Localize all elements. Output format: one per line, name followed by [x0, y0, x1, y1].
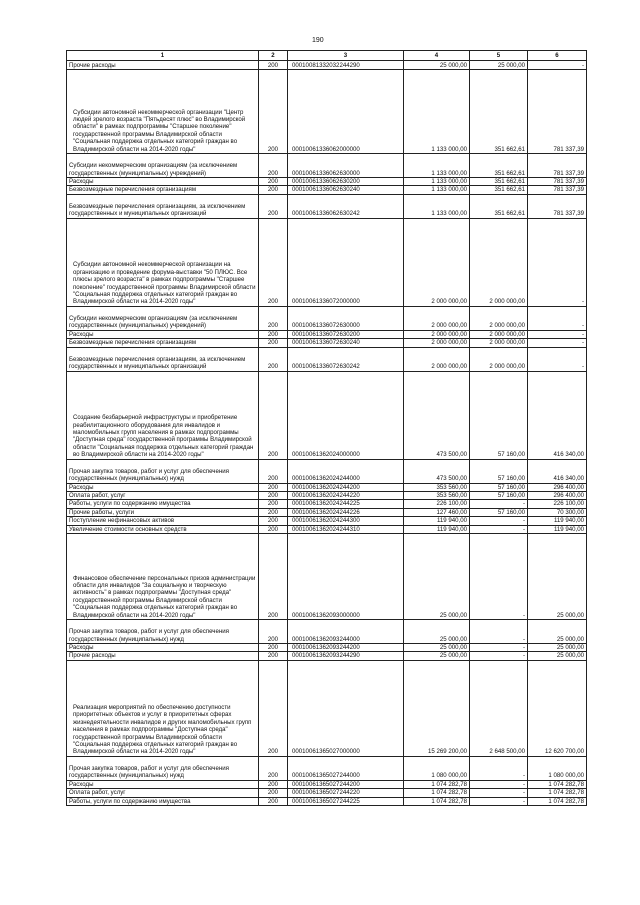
row-line-code-cell: 200 — [259, 186, 288, 194]
table-row — [67, 347, 587, 371]
row-approved-cell: 473 500,00 — [404, 459, 470, 483]
row-name-cell: Субсидии автономной некоммерческой организации на организацию и проведение форума-выставки "50 ПЛЮС. Все плюсы зрелого возраста" в рамках подпрограммы "Старшее поколение" государственной программы Владимирской области "Социальная поддержка отдельных категорий граждан во Владимирской области на 2014-2020 годы" — [67, 218, 259, 306]
row-remaining-cell: 25 000,00 — [528, 534, 587, 620]
row-name-cell: Расходы — [67, 644, 259, 652]
table-row — [67, 483, 587, 491]
row-approved-cell: 353 560,00 — [404, 483, 470, 491]
table-row — [67, 154, 587, 178]
row-line-code-cell: 200 — [259, 194, 288, 218]
table-row — [67, 517, 587, 525]
row-remaining-cell: 296 400,00 — [528, 483, 587, 491]
row-remaining-cell: 119 940,00 — [528, 517, 587, 525]
row-remaining-cell: - — [528, 330, 587, 338]
table-row — [67, 178, 587, 186]
table-row — [67, 620, 587, 644]
row-executed-cell: 351 662,61 — [470, 178, 528, 186]
row-budget-code-cell: 00010061336072630240 — [288, 339, 404, 347]
budget-table — [66, 50, 587, 806]
row-budget-code-cell: 00010081332032244290 — [288, 61, 404, 70]
row-remaining-cell: 781 337,39 — [528, 186, 587, 194]
row-executed-cell: 2 000 000,00 — [470, 330, 528, 338]
row-executed-cell: 57 160,00 — [470, 459, 528, 483]
row-approved-cell: 1 074 282,78 — [404, 780, 470, 788]
row-executed-cell: 2 000 000,00 — [470, 339, 528, 347]
row-executed-cell: 2 000 000,00 — [470, 306, 528, 330]
row-remaining-cell: - — [528, 306, 587, 330]
table-row — [67, 330, 587, 338]
row-remaining-cell: 781 337,39 — [528, 70, 587, 154]
row-executed-cell: - — [470, 780, 528, 788]
row-name-cell: Финансовое обеспечение персональных призов администрации области для инвалидов "За социальную и творческую активность" в рамках подпрограммы "Доступная среда" государственной программы Владимирской области "Социальная поддержка отдельных категорий граждан во Владимирской области на 2014-2020 годы" — [67, 534, 259, 620]
table-row — [67, 339, 587, 347]
row-name-cell: Расходы — [67, 483, 259, 491]
row-approved-cell: 1 133 000,00 — [404, 178, 470, 186]
row-executed-cell: 351 662,61 — [470, 70, 528, 154]
row-remaining-cell: 781 337,39 — [528, 154, 587, 178]
table-row — [67, 306, 587, 330]
row-name-cell: Расходы — [67, 330, 259, 338]
table-row — [67, 780, 587, 788]
row-approved-cell: 25 000,00 — [404, 644, 470, 652]
row-remaining-cell: 781 337,39 — [528, 194, 587, 218]
table-row — [67, 459, 587, 483]
row-budget-code-cell: 00010061362024244300 — [288, 517, 404, 525]
row-approved-cell: 473 500,00 — [404, 371, 470, 459]
row-budget-code-cell: 00010061336062630000 — [288, 154, 404, 178]
row-line-code-cell: 200 — [259, 178, 288, 186]
row-executed-cell: - — [470, 652, 528, 660]
row-executed-cell: - — [470, 620, 528, 644]
row-remaining-cell: 1 074 282,78 — [528, 780, 587, 788]
table-row — [67, 194, 587, 218]
row-line-code-cell: 200 — [259, 517, 288, 525]
row-name-cell: Безвозмездные перечисления организациям, за исключением государственных и муниципальных организаций — [67, 347, 259, 371]
row-executed-cell: 57 160,00 — [470, 483, 528, 491]
row-name-cell: Безвозмездные перечисления организациям, за исключением государственных и муниципальных организаций — [67, 194, 259, 218]
table-body — [67, 61, 587, 806]
row-remaining-cell: - — [528, 339, 587, 347]
table-row — [67, 789, 587, 797]
row-remaining-cell: 70 300,00 — [528, 508, 587, 516]
row-executed-cell: - — [470, 534, 528, 620]
row-budget-code-cell: 00010061336072630200 — [288, 330, 404, 338]
row-remaining-cell: 119 940,00 — [528, 525, 587, 533]
row-approved-cell: 1 080 000,00 — [404, 756, 470, 780]
row-approved-cell: 127 460,00 — [404, 508, 470, 516]
row-line-code-cell: 200 — [259, 459, 288, 483]
row-name-cell: Расходы — [67, 178, 259, 186]
row-budget-code-cell: 00010061336062630200 — [288, 178, 404, 186]
row-name-cell: Безвозмездные перечисления организациям — [67, 186, 259, 194]
table-row — [67, 371, 587, 459]
row-line-code-cell: 200 — [259, 347, 288, 371]
table-row — [67, 756, 587, 780]
row-name-cell: Увеличение стоимости основных средств — [67, 525, 259, 533]
row-approved-cell: 1 133 000,00 — [404, 186, 470, 194]
row-name-cell: Создание безбарьерной инфраструктуры и приобретение реабилитационного оборудования для инвалидов и маломобильных групп населения в рамках подпрограммы "Доступная среда" государственной программы Владимирской области "Социальная поддержка отдельных категорий граждан во Владимирской области на 2014-2020 годы" — [67, 371, 259, 459]
header-cell: 4 — [404, 51, 470, 61]
row-remaining-cell: 226 100,00 — [528, 500, 587, 508]
row-executed-cell: - — [470, 797, 528, 805]
row-budget-code-cell: 00010061336072630000 — [288, 306, 404, 330]
row-line-code-cell: 200 — [259, 339, 288, 347]
row-approved-cell: 2 000 000,00 — [404, 330, 470, 338]
row-approved-cell: 226 100,00 — [404, 500, 470, 508]
row-name-cell: Субсидии некоммерческим организациям (за исключением государственных (муниципальных) учреждений) — [67, 154, 259, 178]
row-budget-code-cell: 00010061365027244225 — [288, 797, 404, 805]
row-budget-code-cell: 00010061365027000000 — [288, 660, 404, 756]
table-row — [67, 500, 587, 508]
row-name-cell: Поступление нефинансовых активов — [67, 517, 259, 525]
row-executed-cell: - — [470, 525, 528, 533]
row-name-cell: Безвозмездные перечисления организациям — [67, 339, 259, 347]
row-budget-code-cell: 00010061362024244220 — [288, 492, 404, 500]
row-executed-cell: - — [470, 500, 528, 508]
row-approved-cell: 25 000,00 — [404, 652, 470, 660]
row-name-cell: Прочая закупка товаров, работ и услуг для обеспечения государственных (муниципальных) нужд — [67, 620, 259, 644]
row-line-code-cell: 200 — [259, 70, 288, 154]
row-name-cell: Прочие расходы — [67, 61, 259, 70]
table-row — [67, 218, 587, 306]
row-approved-cell: 119 940,00 — [404, 525, 470, 533]
row-approved-cell: 2 000 000,00 — [404, 218, 470, 306]
row-budget-code-cell: 00010061362024244226 — [288, 508, 404, 516]
row-name-cell: Субсидии автономной некоммерческой организации "Центр людей зрелого возраста "Пятьдесят плюс" во Владимирской области" в рамках подпрограммы "Старшее поколение" государственной программы Владимирской области "Социальная поддержка отдельных категорий граждан во Владимирской области на 2014-2020 годы" — [67, 70, 259, 154]
row-line-code-cell: 200 — [259, 652, 288, 660]
row-line-code-cell: 200 — [259, 780, 288, 788]
page-number: 190 — [312, 37, 324, 44]
row-executed-cell: 2 000 000,00 — [470, 347, 528, 371]
row-approved-cell: 15 269 200,00 — [404, 660, 470, 756]
row-name-cell: Работы, услуги по содержанию имущества — [67, 797, 259, 805]
row-executed-cell: 25 000,00 — [470, 61, 528, 70]
row-name-cell: Субсидии некоммерческим организациям (за исключением государственных (муниципальных) учреждений) — [67, 306, 259, 330]
row-budget-code-cell: 00010061336062630240 — [288, 186, 404, 194]
row-name-cell: Расходы — [67, 780, 259, 788]
table-row — [67, 492, 587, 500]
row-approved-cell: 2 000 000,00 — [404, 339, 470, 347]
row-remaining-cell: 12 620 700,00 — [528, 660, 587, 756]
row-budget-code-cell: 00010061362093000000 — [288, 534, 404, 620]
header-cell: 1 — [67, 51, 259, 61]
row-line-code-cell: 200 — [259, 218, 288, 306]
row-line-code-cell: 200 — [259, 500, 288, 508]
row-approved-cell: 1 133 000,00 — [404, 154, 470, 178]
row-approved-cell: 1 133 000,00 — [404, 194, 470, 218]
table-row — [67, 644, 587, 652]
row-name-cell: Прочие расходы — [67, 652, 259, 660]
table-row — [67, 797, 587, 805]
row-line-code-cell: 200 — [259, 154, 288, 178]
row-line-code-cell: 200 — [259, 483, 288, 491]
row-budget-code-cell: 00010061362024244200 — [288, 483, 404, 491]
row-line-code-cell: 200 — [259, 371, 288, 459]
header-row — [67, 51, 587, 61]
header-cell: 3 — [288, 51, 404, 61]
row-budget-code-cell: 00010061365027244000 — [288, 756, 404, 780]
row-name-cell: Прочая закупка товаров, работ и услуг для обеспечения государственных (муниципальных) нужд — [67, 756, 259, 780]
row-remaining-cell: 416 340,00 — [528, 371, 587, 459]
header-cell: 6 — [528, 51, 587, 61]
table-row — [67, 186, 587, 194]
header-cell: 5 — [470, 51, 528, 61]
row-budget-code-cell: 00010061365027244220 — [288, 789, 404, 797]
table-row — [67, 508, 587, 516]
row-executed-cell: - — [470, 644, 528, 652]
row-budget-code-cell: 00010061336062630242 — [288, 194, 404, 218]
row-budget-code-cell: 00010061362093244200 — [288, 644, 404, 652]
row-remaining-cell: 1 080 000,00 — [528, 756, 587, 780]
row-line-code-cell: 200 — [259, 756, 288, 780]
row-budget-code-cell: 00010061362093244290 — [288, 652, 404, 660]
table-row — [67, 534, 587, 620]
table-row — [67, 70, 587, 154]
row-budget-code-cell: 00010061336072630242 — [288, 347, 404, 371]
row-approved-cell: 1 133 000,00 — [404, 70, 470, 154]
row-remaining-cell: 416 340,00 — [528, 459, 587, 483]
row-remaining-cell: - — [528, 61, 587, 70]
table-row — [67, 652, 587, 660]
row-budget-code-cell: 00010061365027244200 — [288, 780, 404, 788]
row-remaining-cell: 296 400,00 — [528, 492, 587, 500]
row-executed-cell: 351 662,61 — [470, 194, 528, 218]
row-executed-cell: 351 662,61 — [470, 154, 528, 178]
row-line-code-cell: 200 — [259, 534, 288, 620]
row-remaining-cell: 25 000,00 — [528, 620, 587, 644]
row-executed-cell: - — [470, 789, 528, 797]
row-name-cell: Реализация мероприятий по обеспечению доступности приоритетных объектов и услуг в приоритетных сферах жизнедеятельности инвалидов и других маломобильных групп населения в рамках подпрограммы "Доступная среда" государственной программы Владимирской области "Социальная поддержка отдельных категорий граждан во Владимирской области на 2014-2020 годы" — [67, 660, 259, 756]
row-executed-cell: 2 000 000,00 — [470, 218, 528, 306]
row-approved-cell: 25 000,00 — [404, 620, 470, 644]
row-approved-cell: 2 000 000,00 — [404, 347, 470, 371]
row-budget-code-cell: 00010061336062000000 — [288, 70, 404, 154]
row-executed-cell: 57 160,00 — [470, 371, 528, 459]
table-row — [67, 525, 587, 533]
row-remaining-cell: 1 074 282,78 — [528, 797, 587, 805]
row-approved-cell: 25 000,00 — [404, 61, 470, 70]
row-budget-code-cell: 00010061362093244000 — [288, 620, 404, 644]
row-approved-cell: 119 940,00 — [404, 517, 470, 525]
row-budget-code-cell: 00010061362024244225 — [288, 500, 404, 508]
row-line-code-cell: 200 — [259, 306, 288, 330]
row-line-code-cell: 200 — [259, 789, 288, 797]
row-remaining-cell: - — [528, 347, 587, 371]
row-line-code-cell: 200 — [259, 330, 288, 338]
row-line-code-cell: 200 — [259, 61, 288, 70]
row-executed-cell: 351 662,61 — [470, 186, 528, 194]
row-name-cell: Прочие работы, услуги — [67, 508, 259, 516]
row-budget-code-cell: 00010061362024244000 — [288, 459, 404, 483]
header-cell: 2 — [259, 51, 288, 61]
row-line-code-cell: 200 — [259, 492, 288, 500]
row-approved-cell: 25 000,00 — [404, 534, 470, 620]
row-executed-cell: - — [470, 517, 528, 525]
row-budget-code-cell: 00010061362024000000 — [288, 371, 404, 459]
row-remaining-cell: 781 337,39 — [528, 178, 587, 186]
row-approved-cell: 1 074 282,78 — [404, 797, 470, 805]
row-name-cell: Оплата работ, услуг — [67, 789, 259, 797]
row-budget-code-cell: 00010061362024244310 — [288, 525, 404, 533]
row-line-code-cell: 200 — [259, 508, 288, 516]
row-name-cell: Работы, услуги по содержанию имущества — [67, 500, 259, 508]
row-name-cell: Оплата работ, услуг — [67, 492, 259, 500]
row-budget-code-cell: 00010061336072000000 — [288, 218, 404, 306]
row-remaining-cell: - — [528, 218, 587, 306]
row-remaining-cell: 25 000,00 — [528, 644, 587, 652]
row-remaining-cell: 1 074 282,78 — [528, 789, 587, 797]
row-executed-cell: - — [470, 756, 528, 780]
row-executed-cell: 57 160,00 — [470, 508, 528, 516]
row-line-code-cell: 200 — [259, 660, 288, 756]
row-approved-cell: 353 560,00 — [404, 492, 470, 500]
table-row — [67, 61, 587, 70]
row-name-cell: Прочая закупка товаров, работ и услуг для обеспечения государственных (муниципальных) нужд — [67, 459, 259, 483]
row-line-code-cell: 200 — [259, 525, 288, 533]
row-approved-cell: 2 000 000,00 — [404, 306, 470, 330]
row-executed-cell: 2 648 500,00 — [470, 660, 528, 756]
row-approved-cell: 1 074 282,78 — [404, 789, 470, 797]
row-line-code-cell: 200 — [259, 620, 288, 644]
table-row — [67, 660, 587, 756]
row-executed-cell: 57 160,00 — [470, 492, 528, 500]
row-line-code-cell: 200 — [259, 797, 288, 805]
row-remaining-cell: 25 000,00 — [528, 652, 587, 660]
row-line-code-cell: 200 — [259, 644, 288, 652]
